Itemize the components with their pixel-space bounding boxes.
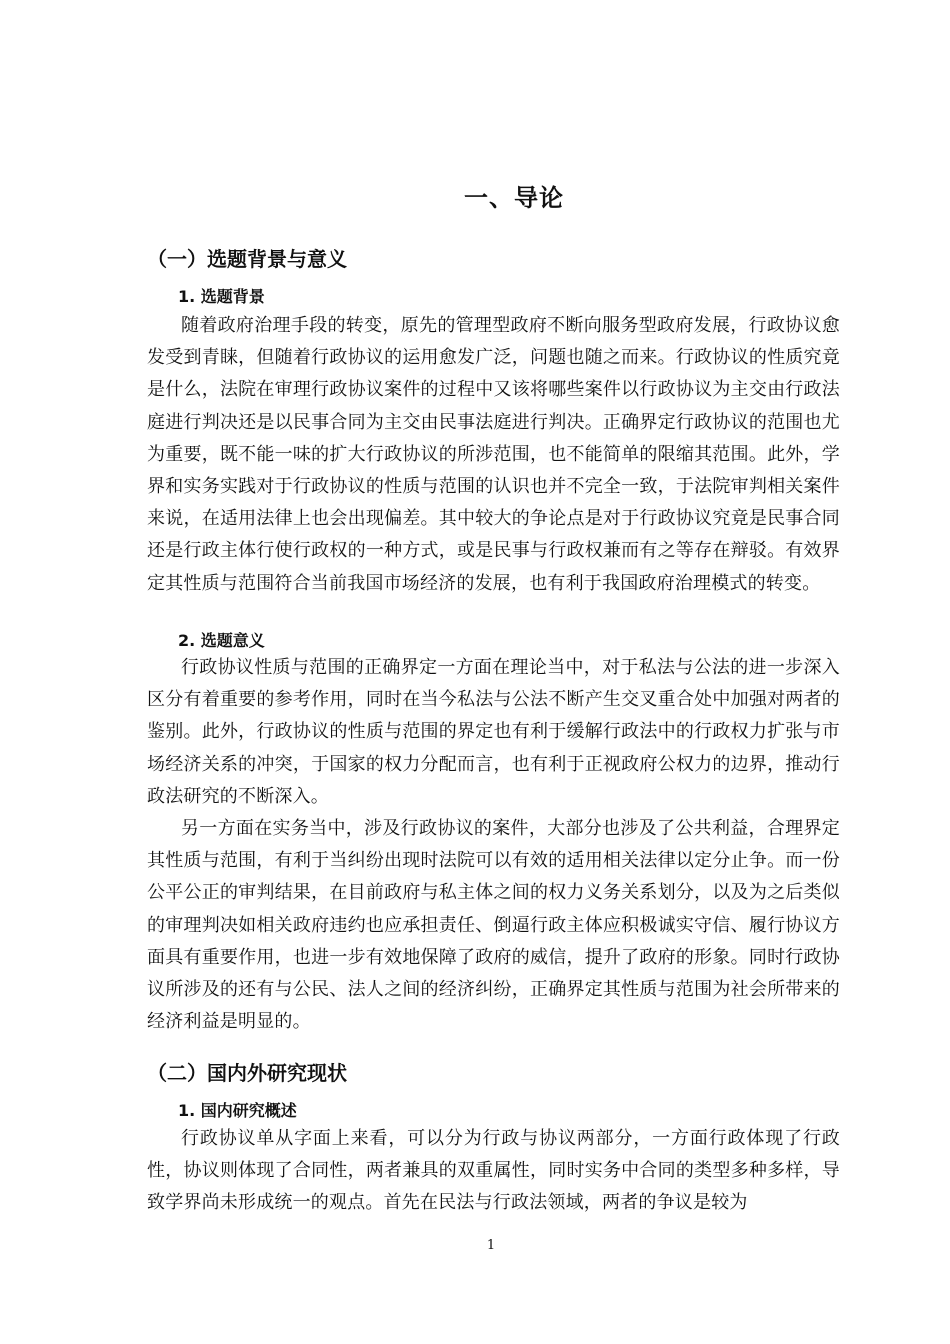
section-heading: （一）选题背景与意义: [147, 247, 347, 271]
subsection-heading: 1. 选题背景: [178, 287, 265, 306]
section-heading: （二）国内外研究现状: [147, 1061, 347, 1085]
chapter-title: 一、导论: [464, 184, 564, 212]
body-paragraph: 行政协议单从字面上来看，可以分为行政与协议两部分，一方面行政体现了行政性，协议则体现了合同性，两者兼具的双重属性，同时实务中合同的类型多种多样，导致学界尚未形成统一的观点。首先在民法与行政法领域，两者的争议是较为: [147, 1128, 840, 1214]
body-paragraph: 随着政府治理手段的转变，原先的管理型政府不断向服务型政府发展，行政协议愈发受到青睐，但随着行政协议的运用愈发广泛，问题也随之而来。行政协议的性质究竟是什么，法院在审理行政协议案件的过程中又该将哪些案件以行政协议为主交由行政法庭进行判决还是以民事合同为主交由民事法庭进行判决。正确界定行政协议的范围也尤为重要，既不能一味的扩大行政协议的所涉范围，也不能简单的限缩其范围。此外，学界和实务实践对于行政协议的性质与范围的认识也并不完全一致，于法院审判相关案件来说，在适用法律上也会出现偏差。其中较大的争论点是对于行政协议究竟是民事合同还是行政主体行使行政权的一种方式，或是民事与行政权兼而有之等存在辩驳。有效界定其性质与范围符合当前我国市场经济的发展，也有利于我国政府治理模式的转变。: [147, 315, 840, 594]
body-paragraph: 另一方面在实务当中，涉及行政协议的案件，大部分也涉及了公共利益，合理界定其性质与范围，有利于当纠纷出现时法院可以有效的适用相关法律以定分止争。而一份公平公正的审判结果，在目前政府与私主体之间的权力义务关系划分，以及为之后类似的审理判决如相关政府违约也应承担责任、倒逼行政主体应积极诚实守信、履行协议方面具有重要作用，也进一步有效地保障了政府的威信，提升了政府的形象。同时行政协议所涉及的还有与公民、法人之间的经济纠纷，正确界定其性质与范围为社会所带来的经济利益是明显的。: [147, 818, 840, 1033]
page-number: 1: [486, 1238, 496, 1253]
body-paragraph: 行政协议性质与范围的正确界定一方面在理论当中，对于私法与公法的进一步深入区分有着重要的参考作用，同时在当今私法与公法不断产生交叉重合处中加强对两者的鉴别。此外，行政协议的性质与范围的界定也有利于缓解行政法中的行政权力扩张与市场经济关系的冲突，于国家的权力分配而言，也有利于正视政府公权力的边界，推动行政法研究的不断深入。: [147, 657, 840, 807]
subsection-heading: 1. 国内研究概述: [178, 1101, 297, 1120]
subsection-heading: 2. 选题意义: [178, 631, 265, 650]
